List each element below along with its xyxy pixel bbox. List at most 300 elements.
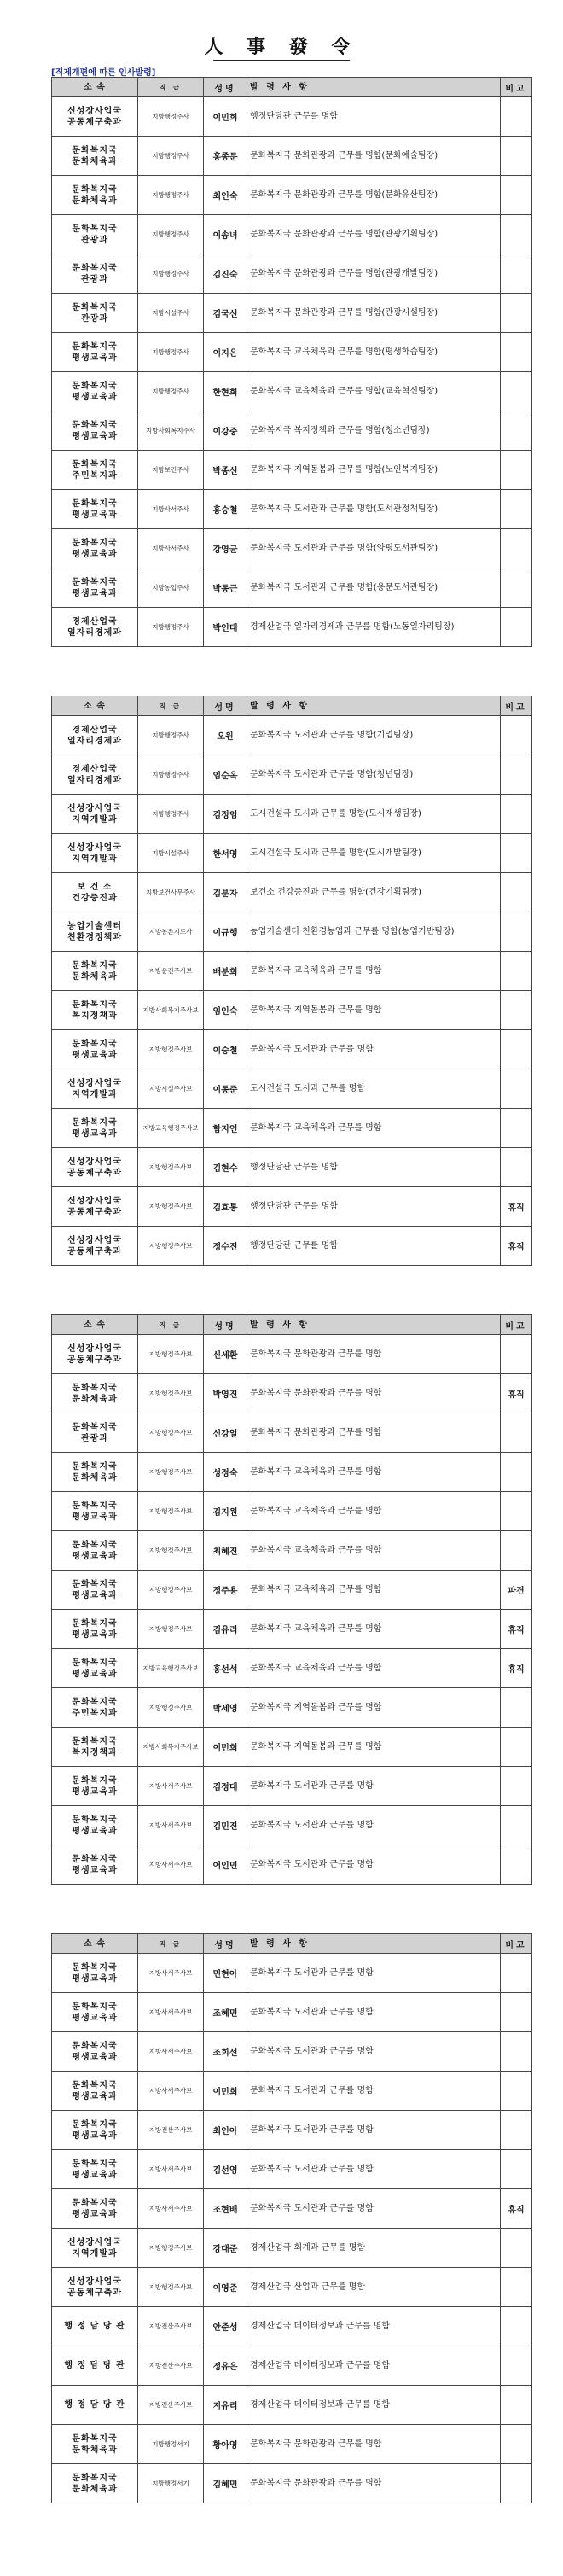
- table-row: [52, 1728, 532, 1767]
- name-cell: 박동근: [204, 568, 247, 608]
- grade-cell: 지방보건주사: [138, 451, 204, 490]
- header-note: 비고: [501, 78, 532, 97]
- order-cell: 문화복지국 교육체육과 근무를 명함: [247, 1109, 501, 1148]
- table-row: [52, 2386, 532, 2425]
- grade-cell: 지방시설주사: [138, 834, 204, 873]
- name-cell: 한현희: [204, 372, 247, 411]
- name-cell: 강대준: [204, 2229, 247, 2268]
- note-cell: 휴직: [501, 1227, 532, 1266]
- order-cell: 문화복지국 지역돌봄과 근무를 명함: [247, 991, 501, 1030]
- order-cell: 문화복지국 교육체육과 근무를 명함: [247, 1649, 501, 1688]
- dept-cell: 문화복지국 평생교육과: [52, 1993, 138, 2032]
- name-cell: 박인태: [204, 608, 247, 647]
- note-cell: [501, 215, 532, 254]
- note-cell: [501, 1993, 532, 2032]
- dept-cell: 문화복지국 평생교육과: [52, 333, 138, 372]
- dept-cell: 문화복지국 평생교육과: [52, 1571, 138, 1610]
- header-name: 성명: [204, 78, 247, 97]
- table-row: [52, 2150, 532, 2189]
- dept-cell: 문화복지국 평생교육과: [52, 1806, 138, 1845]
- dept-cell: 문화복지국 관광과: [52, 1413, 138, 1453]
- personnel-table-2: [51, 696, 532, 1266]
- header-name: 성명: [204, 696, 247, 716]
- dept-cell: 문화복지국 복지정책과: [52, 991, 138, 1030]
- header-dept: 소 속: [52, 696, 138, 716]
- table-row: [52, 2189, 532, 2229]
- grade-cell: 지방행정주사: [138, 254, 204, 294]
- note-cell: [501, 952, 532, 991]
- dept-cell: 문화복지국 평생교육과: [52, 1610, 138, 1649]
- note-cell: [501, 2150, 532, 2189]
- order-cell: 문화복지국 도서관과 근무를 명함(도서관정책팀장): [247, 490, 501, 529]
- dept-cell: 문화복지국 평생교육과: [52, 490, 138, 529]
- dept-cell: 문화복지국 평생교육과: [52, 1954, 138, 1993]
- table-header-row: [52, 1934, 532, 1954]
- dept-cell: 행 정 담 당 관: [52, 2307, 138, 2346]
- note-cell: 휴직: [501, 2189, 532, 2229]
- note-cell: [501, 1413, 532, 1453]
- dept-cell: 문화복지국 주민복지과: [52, 451, 138, 490]
- grade-cell: 지방행정주사보: [138, 1187, 204, 1227]
- name-cell: 함지인: [204, 1109, 247, 1148]
- table-row: [52, 1649, 532, 1688]
- table-row: [52, 451, 532, 490]
- order-cell: 문화복지국 문화관광과 근무를 명함(관광기획팀장): [247, 215, 501, 254]
- grade-cell: 지방전산주사보: [138, 2307, 204, 2346]
- table-row: [52, 529, 532, 568]
- order-cell: 문화복지국 지역돌봄과 근무를 명함(노인복지팀장): [247, 451, 501, 490]
- note-cell: 파견: [501, 1571, 532, 1610]
- dept-cell: 문화복지국 문화체육과: [52, 1453, 138, 1492]
- note-cell: [501, 608, 532, 647]
- table-row: [52, 1148, 532, 1187]
- dept-cell: 신성장사업국 지역개발과: [52, 834, 138, 873]
- note-cell: [501, 991, 532, 1030]
- grade-cell: 지방농업주사: [138, 568, 204, 608]
- dept-cell: 문화복지국 평생교육과: [52, 1531, 138, 1571]
- dept-cell: 신성장사업국 공동체구축과: [52, 1148, 138, 1187]
- order-cell: 행정단당관 근무를 명함: [247, 97, 501, 137]
- dept-cell: 행 정 담 당 관: [52, 2386, 138, 2425]
- dept-cell: 신성장사업국 지역개발과: [52, 795, 138, 834]
- grade-cell: 지방사서주사: [138, 490, 204, 529]
- note-cell: 휴직: [501, 1649, 532, 1688]
- dept-cell: 문화복지국 평생교육과: [52, 1845, 138, 1885]
- name-cell: 이송녀: [204, 215, 247, 254]
- table-row: [52, 176, 532, 215]
- order-cell: 경제산업국 산업과 근무를 명함: [247, 2268, 501, 2307]
- table-header-row: [52, 696, 532, 716]
- table-row: [52, 1413, 532, 1453]
- grade-cell: 지방사서주사보: [138, 2189, 204, 2229]
- order-cell: 문화복지국 도서관과 근무를 명함: [247, 1845, 501, 1885]
- grade-cell: 지방사서주사보: [138, 2032, 204, 2072]
- dept-cell: 문화복지국 평생교육과: [52, 1030, 138, 1069]
- note-cell: [501, 1030, 532, 1069]
- name-cell: 박세영: [204, 1688, 247, 1728]
- name-cell: 김혜민: [204, 2464, 247, 2503]
- table-row: [52, 2229, 532, 2268]
- table-row: [52, 333, 532, 372]
- dept-cell: 문화복지국 문화체육과: [52, 1374, 138, 1413]
- order-cell: 문화복지국 도서관과 근무를 명함: [247, 1767, 501, 1806]
- dept-cell: 문화복지국 복지정책과: [52, 1728, 138, 1767]
- grade-cell: 지방행정주사보: [138, 1374, 204, 1413]
- grade-cell: 지방전산주사보: [138, 2386, 204, 2425]
- header-dept: 소 속: [52, 1315, 138, 1335]
- note-cell: [501, 529, 532, 568]
- table-row: [52, 2111, 532, 2150]
- note-cell: [501, 1335, 532, 1374]
- grade-cell: 지방농촌지도사: [138, 912, 204, 952]
- table-row: [52, 2307, 532, 2346]
- table-row: [52, 1187, 532, 1227]
- dept-cell: 문화복지국 평생교육과: [52, 2072, 138, 2111]
- dept-cell: 경제산업국 일자리경제과: [52, 755, 138, 795]
- order-cell: 문화복지국 교육체육과 근무를 명함: [247, 1492, 501, 1531]
- table-header-row: [52, 1315, 532, 1335]
- note-cell: [501, 1845, 532, 1885]
- header-note: 비고: [501, 696, 532, 716]
- name-cell: 김효통: [204, 1187, 247, 1227]
- note-cell: [501, 1806, 532, 1845]
- name-cell: 신세환: [204, 1335, 247, 1374]
- order-cell: 문화복지국 도서관과 근무를 명함(양평도서관팀장): [247, 529, 501, 568]
- order-cell: 문화복지국 문화관광과 근무를 명함(관광개발팀장): [247, 254, 501, 294]
- grade-cell: 지방사서주사보: [138, 1845, 204, 1885]
- name-cell: 최인숙: [204, 176, 247, 215]
- name-cell: 김분자: [204, 873, 247, 912]
- grade-cell: 지방전산주사보: [138, 2346, 204, 2386]
- dept-cell: 문화복지국 평생교육과: [52, 2111, 138, 2150]
- name-cell: 이규행: [204, 912, 247, 952]
- order-cell: 문화복지국 문화관광과 근무를 명함: [247, 1335, 501, 1374]
- table-row: [52, 1610, 532, 1649]
- note-cell: [501, 1728, 532, 1767]
- name-cell: 홍종문: [204, 137, 247, 176]
- order-cell: 문화복지국 교육체육과 근무를 명함(평생학습팀장): [247, 333, 501, 372]
- note-cell: [501, 1109, 532, 1148]
- table-row: [52, 1531, 532, 1571]
- header-name: 성명: [204, 1315, 247, 1335]
- order-cell: 문화복지국 교육체육과 근무를 명함(교육혁신팀장): [247, 372, 501, 411]
- name-cell: 이민희: [204, 1728, 247, 1767]
- note-cell: [501, 333, 532, 372]
- grade-cell: 지방행정주사보: [138, 1453, 204, 1492]
- order-cell: 문화복지국 문화관광과 근무를 명함(문화유산팀장): [247, 176, 501, 215]
- dept-cell: 행 정 담 당 관: [52, 2346, 138, 2386]
- grade-cell: 지방행정주사보: [138, 1610, 204, 1649]
- order-cell: 경제산업국 일자리경제과 근무를 명함(노동일자리팀장): [247, 608, 501, 647]
- table-row: [52, 1453, 532, 1492]
- note-cell: [501, 1492, 532, 1531]
- table-row: [52, 1374, 532, 1413]
- order-cell: 문화복지국 교육체육과 근무를 명함: [247, 952, 501, 991]
- note-cell: [501, 254, 532, 294]
- note-cell: [501, 2346, 532, 2386]
- order-cell: 행정단당관 근무를 명함: [247, 1227, 501, 1266]
- grade-cell: 지방행정주사: [138, 372, 204, 411]
- order-cell: 문화복지국 문화관광과 근무를 명함(관광시설팀장): [247, 294, 501, 333]
- header-name: 성명: [204, 1934, 247, 1954]
- personnel-table-4: [51, 1933, 532, 2503]
- note-cell: [501, 1069, 532, 1109]
- order-cell: 문화복지국 문화관광과 근무를 명함: [247, 1413, 501, 1453]
- grade-cell: 지방행정주사: [138, 215, 204, 254]
- order-cell: 문화복지국 도서관과 근무를 명함: [247, 1806, 501, 1845]
- order-cell: 경제산업국 회계과 근무를 명함: [247, 2229, 501, 2268]
- dept-cell: 신성장사업국 공동체구축과: [52, 1227, 138, 1266]
- grade-cell: 지방행정주사: [138, 795, 204, 834]
- name-cell: 정주용: [204, 1571, 247, 1610]
- note-cell: [501, 873, 532, 912]
- dept-cell: 경제산업국 일자리경제과: [52, 608, 138, 647]
- table-row: [52, 1030, 532, 1069]
- page-title: 人 事 發 令: [204, 36, 359, 58]
- table-row: [52, 1845, 532, 1885]
- table-row: [52, 2032, 532, 2072]
- header-grade: 직 급: [138, 1934, 204, 1954]
- table-row: [52, 490, 532, 529]
- table-row: [52, 1571, 532, 1610]
- note-cell: [501, 568, 532, 608]
- table-row: [52, 873, 532, 912]
- note-cell: [501, 2032, 532, 2072]
- note-cell: [501, 411, 532, 451]
- dept-cell: 문화복지국 평생교육과: [52, 529, 138, 568]
- name-cell: 이승철: [204, 1030, 247, 1069]
- grade-cell: 지방행정주사: [138, 176, 204, 215]
- dept-cell: 문화복지국 평생교육과: [52, 411, 138, 451]
- order-cell: 경제산업국 데이터정보과 근무를 명함: [247, 2346, 501, 2386]
- name-cell: 이민희: [204, 2072, 247, 2111]
- note-cell: [501, 795, 532, 834]
- table-row: [52, 952, 532, 991]
- order-cell: 문화복지국 도서관과 근무를 명함: [247, 2150, 501, 2189]
- note-cell: [501, 2425, 532, 2464]
- note-cell: [501, 294, 532, 333]
- note-cell: [501, 1688, 532, 1728]
- grade-cell: 지방행정주사: [138, 716, 204, 755]
- table-row: [52, 1335, 532, 1374]
- note-cell: [501, 2464, 532, 2503]
- table-row: [52, 1069, 532, 1109]
- order-cell: 경제산업국 데이터정보과 근무를 명함: [247, 2307, 501, 2346]
- grade-cell: 지방운전주사보: [138, 952, 204, 991]
- grade-cell: 지방교육행정주사보: [138, 1109, 204, 1148]
- grade-cell: 지방사회복지주사보: [138, 1728, 204, 1767]
- dept-cell: 신성장사업국 공동체구축과: [52, 1187, 138, 1227]
- name-cell: 박영진: [204, 1374, 247, 1413]
- header-note: 비고: [501, 1934, 532, 1954]
- order-cell: 문화복지국 도서관과 근무를 명함: [247, 1030, 501, 1069]
- dept-cell: 문화복지국 평생교육과: [52, 2150, 138, 2189]
- dept-cell: 농업기술센터 친환경정책과: [52, 912, 138, 952]
- note-cell: [501, 1148, 532, 1187]
- table-row: [52, 1767, 532, 1806]
- grade-cell: 지방행정주사보: [138, 2229, 204, 2268]
- name-cell: 김국선: [204, 294, 247, 333]
- name-cell: 정유은: [204, 2346, 247, 2386]
- table-row: [52, 137, 532, 176]
- dept-cell: 문화복지국 문화체육과: [52, 952, 138, 991]
- grade-cell: 지방사서주사보: [138, 2150, 204, 2189]
- grade-cell: 지방교육행정주사보: [138, 1649, 204, 1688]
- grade-cell: 지방전산주사보: [138, 2111, 204, 2150]
- note-cell: [501, 716, 532, 755]
- header-dept: 소 속: [52, 1934, 138, 1954]
- note-cell: [501, 1531, 532, 1571]
- note-cell: 휴직: [501, 1187, 532, 1227]
- grade-cell: 지방행정주사보: [138, 1148, 204, 1187]
- note-cell: [501, 97, 532, 137]
- table-row: [52, 1688, 532, 1728]
- personnel-table-3: [51, 1314, 532, 1885]
- note-cell: [501, 2072, 532, 2111]
- table-row: [52, 991, 532, 1030]
- table-row: [52, 372, 532, 411]
- order-cell: 문화복지국 도서관과 근무를 명함: [247, 2111, 501, 2150]
- name-cell: 김선영: [204, 2150, 247, 2189]
- table-row: [52, 716, 532, 755]
- dept-cell: 신성장사업국 지역개발과: [52, 1069, 138, 1109]
- grade-cell: 지방행정주사보: [138, 1571, 204, 1610]
- name-cell: 최인아: [204, 2111, 247, 2150]
- header-order: 발 령 사 항: [247, 78, 501, 97]
- order-cell: 문화복지국 도서관과 근무를 명함(청년팀장): [247, 755, 501, 795]
- grade-cell: 지방사회복지주사보: [138, 991, 204, 1030]
- note-cell: [501, 2386, 532, 2425]
- note-cell: [501, 176, 532, 215]
- name-cell: 조희선: [204, 2032, 247, 2072]
- name-cell: 배분희: [204, 952, 247, 991]
- table-row: [52, 2346, 532, 2386]
- table-row: [52, 1806, 532, 1845]
- name-cell: 김현수: [204, 1148, 247, 1187]
- order-cell: 문화복지국 문화관광과 근무를 명함: [247, 2425, 501, 2464]
- order-cell: 도시건설국 도시과 근무를 명함(도시개발팀장): [247, 834, 501, 873]
- dept-cell: 경제산업국 일자리경제과: [52, 716, 138, 755]
- dept-cell: 문화복지국 평생교육과: [52, 1767, 138, 1806]
- name-cell: 조현배: [204, 2189, 247, 2229]
- name-cell: 한서영: [204, 834, 247, 873]
- note-cell: [501, 2268, 532, 2307]
- note-cell: [501, 2307, 532, 2346]
- order-cell: 문화복지국 문화관광과 근무를 명함: [247, 1374, 501, 1413]
- name-cell: 오원: [204, 716, 247, 755]
- grade-cell: 지방행정주사: [138, 97, 204, 137]
- name-cell: 이동준: [204, 1069, 247, 1109]
- grade-cell: 지방시설주사: [138, 294, 204, 333]
- note-cell: [501, 755, 532, 795]
- table-row: [52, 294, 532, 333]
- name-cell: 민현아: [204, 1954, 247, 1993]
- grade-cell: 지방행정주사보: [138, 1531, 204, 1571]
- table-row: [52, 2464, 532, 2503]
- grade-cell: 지방행정주사보: [138, 1413, 204, 1453]
- table-row: [52, 912, 532, 952]
- grade-cell: 지방사서주사보: [138, 1806, 204, 1845]
- header-order: 발 령 사 항: [247, 1315, 501, 1335]
- table-row: [52, 411, 532, 451]
- grade-cell: 지방행정주사보: [138, 1335, 204, 1374]
- table-row: [52, 1993, 532, 2032]
- order-cell: 문화복지국 복지정책과 근무를 명함(청소년팀장): [247, 411, 501, 451]
- header-note: 비고: [501, 1315, 532, 1335]
- table-row: [52, 1492, 532, 1531]
- name-cell: 홍선석: [204, 1649, 247, 1688]
- name-cell: 김유리: [204, 1610, 247, 1649]
- dept-cell: 문화복지국 문화체육과: [52, 2464, 138, 2503]
- dept-cell: 신성장사업국 공동체구축과: [52, 97, 138, 137]
- grade-cell: 지방사서주사보: [138, 1993, 204, 2032]
- table-row: [52, 97, 532, 137]
- grade-cell: 지방행정주사보: [138, 1227, 204, 1266]
- note-cell: [501, 912, 532, 952]
- dept-cell: 신성장사업국 공동체구축과: [52, 1335, 138, 1374]
- table-row: [52, 2268, 532, 2307]
- order-cell: 문화복지국 도서관과 근무를 명함: [247, 1954, 501, 1993]
- order-cell: 문화복지국 교육체육과 근무를 명함: [247, 1571, 501, 1610]
- note-cell: [501, 451, 532, 490]
- order-cell: 문화복지국 문화관광과 근무를 명함: [247, 2464, 501, 2503]
- name-cell: 안준성: [204, 2307, 247, 2346]
- header-order: 발 령 사 항: [247, 696, 501, 716]
- name-cell: 이지은: [204, 333, 247, 372]
- dept-cell: 보 건 소 건강증진과: [52, 873, 138, 912]
- note-cell: [501, 372, 532, 411]
- table-row: [52, 608, 532, 647]
- order-cell: 문화복지국 도서관과 근무를 명함: [247, 2072, 501, 2111]
- order-cell: 농업기술센터 친환경농업과 근무를 명함(농업기반팀장): [247, 912, 501, 952]
- grade-cell: 지방시설주사보: [138, 1069, 204, 1109]
- dept-cell: 문화복지국 관광과: [52, 254, 138, 294]
- name-cell: 조혜민: [204, 1993, 247, 2032]
- name-cell: 지유리: [204, 2386, 247, 2425]
- order-cell: 문화복지국 교육체육과 근무를 명함: [247, 1531, 501, 1571]
- grade-cell: 지방행정주사: [138, 755, 204, 795]
- dept-cell: 문화복지국 관광과: [52, 215, 138, 254]
- header-grade: 직 급: [138, 1315, 204, 1335]
- table-row: [52, 1227, 532, 1266]
- grade-cell: 지방행정주사보: [138, 1688, 204, 1728]
- header-dept: 소 속: [52, 78, 138, 97]
- order-cell: 도시건설국 도시과 근무를 명함: [247, 1069, 501, 1109]
- name-cell: 김진숙: [204, 254, 247, 294]
- note-cell: [501, 1954, 532, 1993]
- order-cell: 문화복지국 도서관과 근무를 명함: [247, 2032, 501, 2072]
- dept-cell: 신성장사업국 지역개발과: [52, 2229, 138, 2268]
- table-row: [52, 568, 532, 608]
- name-cell: 이영준: [204, 2268, 247, 2307]
- order-cell: 문화복지국 문화관광과 근무를 명함(문화예술팀장): [247, 137, 501, 176]
- table-row: [52, 834, 532, 873]
- note-cell: [501, 1767, 532, 1806]
- dept-cell: 문화복지국 평생교육과: [52, 2189, 138, 2229]
- dept-cell: 문화복지국 주민복지과: [52, 1688, 138, 1728]
- name-cell: 김정대: [204, 1767, 247, 1806]
- dept-cell: 문화복지국 평생교육과: [52, 2032, 138, 2072]
- grade-cell: 지방행정주사보: [138, 1492, 204, 1531]
- name-cell: 어인민: [204, 1845, 247, 1885]
- name-cell: 최혜진: [204, 1531, 247, 1571]
- subtitle-note: [직제개편에 따른 인사발령]: [51, 68, 156, 78]
- table-row: [52, 2425, 532, 2464]
- grade-cell: 지방행정주사: [138, 608, 204, 647]
- table-row: [52, 215, 532, 254]
- note-cell: [501, 1453, 532, 1492]
- name-cell: 임순옥: [204, 755, 247, 795]
